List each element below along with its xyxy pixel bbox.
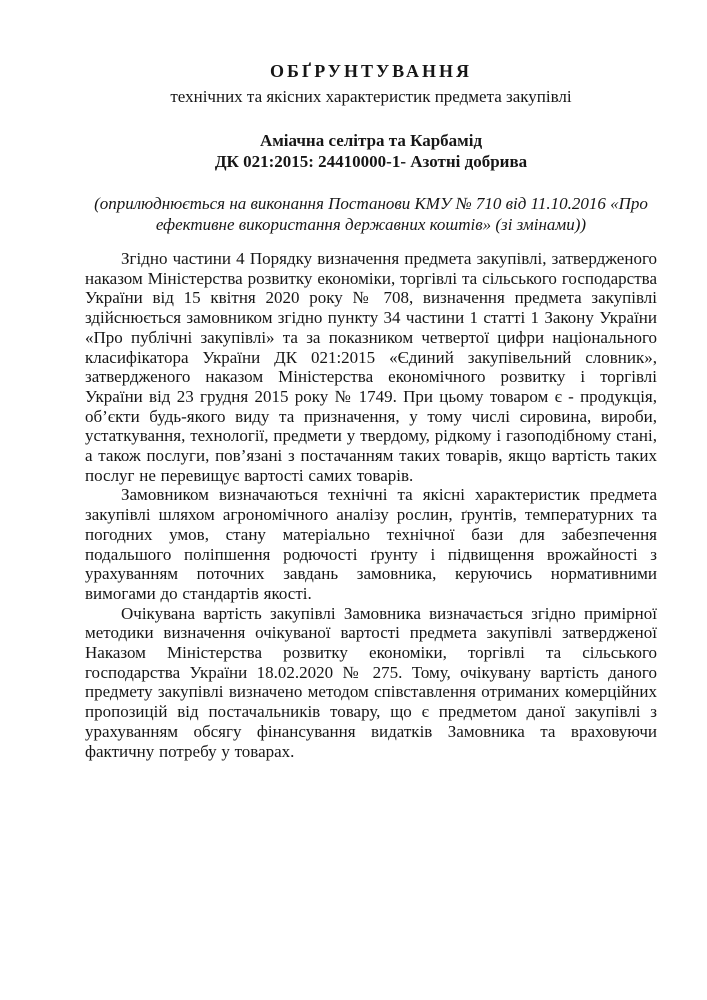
subject-classification-code: ДК 021:2015: 24410000-1- Азотні добрива [214, 152, 528, 171]
paragraph-expected-value: Очікувана вартість закупівлі Замовника визначається згідно примірної методики визначення очікуваної вартості предмета закупівлі затвердженої Наказом Міністерства розвитку економіки, торгівлі та сільського господарства України 18.02.2020 № 275. Тому, очікувану вартість даного предмету закупівлі визначено методом співставлення отриманих комерційних пропозицій від постачальників товару, що є предметом даної закупівлі з урахуванням обсягу фінансування видатків Замовника та враховуючи фактичну потребу у товарах. [85, 603, 657, 761]
paragraph-definition-basis: Згідно частини 4 Порядку визначення предмета закупівлі, затвердженого наказом Міністерства розвитку економіки, торгівлі та сільського господарства України від 15 квітня 2020 року № 708, визначення предмета закупівлі здійснюється замовником згідно пункту 34 частини 1 статті 1 Закону України «Про публічні закупівлі» та за показником четвертої цифри національного класифікатора України ДК 021:2015 «Єдиний закупівельний словник», затвердженого наказом Міністерства економічного розвитку і торгівлі України від 23 грудня 2015 року № 1749. При цьому товаром є - продукція, об’єкти будь-якого виду та призначення, у тому числі сировина, вироби, устаткування, технології, предмети у твердому, рідкому і газоподібному стані, а також послуги, пов’язані з постачанням таких товарів, якщо вартість таких послуг не перевищує вартості самих товарів. [85, 249, 657, 485]
document-title: ОБҐРУНТУВАННЯ [269, 61, 473, 81]
publication-note: (оприлюднюється на виконання Постанови КМУ № 710 від 11.10.2016 «Про ефективне використання державних коштів» (зі змінами)) [94, 194, 648, 234]
procurement-subject [85, 130, 657, 172]
document-subtitle: технічних та якісних характеристик предмета закупівлі [170, 87, 572, 106]
subject-name: Аміачна селітра та Карбамід [259, 131, 483, 150]
document-body [85, 249, 657, 761]
paragraph-characteristics-determination: Замовником визначаються технічні та якісні характеристик предмета закупівлі шляхом агрономічного аналізу рослин, ґрунтів, температурних та погодних умов, стану матеріально технічної бази для забезпечення подальшого поліпшення родючості ґрунту і підвищення врожайності з урахуванням поточних завдань замовника, керуючись нормативними вимогами до стандартів якості. [85, 485, 657, 603]
